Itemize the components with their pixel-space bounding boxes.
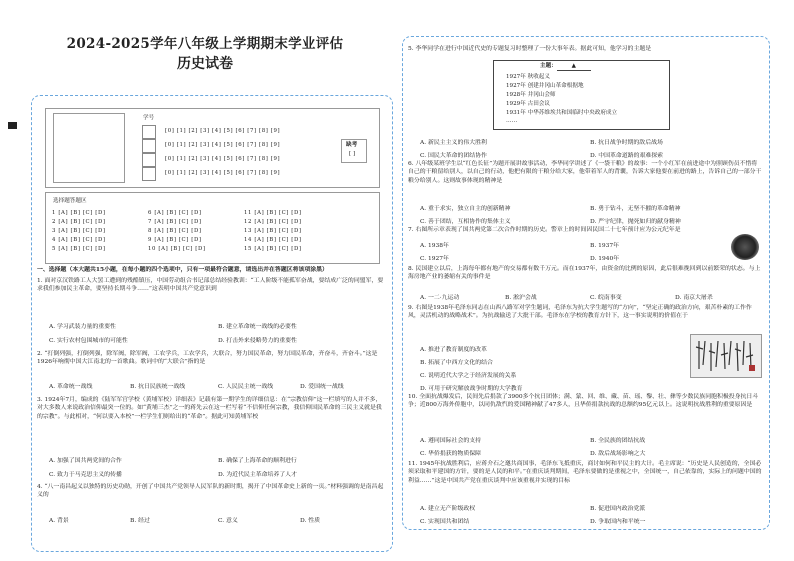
q6-option-a[interactable]: A. 重于求实，独立自主的创新精神 — [420, 206, 511, 212]
question-9-stem: 9. 右图是1938年毛泽东同志在山西八路军对学生题词，毛泽东为抗大学生题写的“方向”，“坚定正确的政治方向，艰苦朴素的工作作风，灵活机动的战略战术”。为抗战输送了大批干部。毛泽东在学校的教育方针下，这一事实说明的价值在于 — [408, 305, 752, 320]
mc-answer-label: 选择题答题区 — [53, 198, 87, 204]
q3-option-b[interactable]: B. 确保了上海革命的顺利进行 — [218, 458, 297, 464]
q10-option-a[interactable]: A. 遵同国际社会的支持 — [420, 438, 482, 444]
absence-box — [341, 139, 367, 163]
q7-option-c[interactable]: C. 1927年 — [420, 256, 449, 262]
mc-group[interactable]: 8 [A] [B] [C] [D] — [148, 228, 202, 234]
timeline-event: 1929年 古田会议 — [506, 101, 550, 107]
q5-option-a[interactable]: A. 新民主主义的伟大胜利 — [420, 140, 487, 146]
q9-option-b[interactable]: B. 拓展了中西方文化的结合 — [420, 360, 493, 366]
q8-option-a[interactable]: A. 一二·九运动 — [420, 295, 460, 301]
id-bubble-row[interactable]: [0] [1] [2] [3] [4] [5] [6] [7] [8] [9] — [165, 170, 281, 176]
mc-row[interactable] — [244, 237, 302, 243]
id-cell[interactable] — [142, 125, 156, 139]
question-4-stem: 4. “八一南昌起义以独特的历史功勋，开创了中国共产党领导人民军队的新时期，揭开了中国革命史上新的一页。”材料强调的是南昌起义的 — [37, 484, 384, 499]
mc-row[interactable] — [148, 219, 202, 225]
badge-image — [731, 234, 759, 260]
q4-option-c[interactable]: C. 意义 — [218, 518, 238, 524]
mc-row[interactable] — [148, 237, 202, 243]
q2-option-a[interactable]: A. 革命统一战线 — [49, 384, 93, 390]
id-bubble-row[interactable]: [0] [1] [2] [3] [4] [5] [6] [7] [8] [9] — [165, 142, 281, 148]
q4-option-b[interactable]: B. 经过 — [130, 518, 150, 524]
timeline-topic — [540, 64, 591, 71]
q2-option-b[interactable]: B. 抗日民族统一战线 — [130, 384, 186, 390]
mc-group[interactable]: 14 [A] [B] [C] [D] — [244, 237, 302, 243]
question-5-stem: 5. 李华同学在进行中国近代史的专题复习时整理了一份大事年表。据此可知，他学习的主题是 — [408, 46, 652, 52]
question-6-stem: 6. 八年级某班学生以“红色长征”为题开展讲故事活动，李华同学讲述了《一袋干粮》的故事：一个小红军在前进途中为照顾伤员不惜将自己的干粮留给别人，以自己的行动，他把有限的干粮分给大家，他带着军人的背囊，告诉大家他要在前进的路上，告诉自己的一部分干粮分给别人。这则故事体现的精神是 — [408, 161, 762, 184]
exam-title: 2024-2025学年八年级上学期期末学业评估 — [66, 36, 344, 52]
absence-label: 缺考 — [346, 142, 358, 148]
q4-option-a[interactable]: A. 背景 — [49, 518, 69, 524]
question-2-stem: 2. “打倒列强，打倒列强，除军阀，除军阀，工农学兵，工农学兵，大联合，努力国民革命，努力国民革命，齐奋斗，齐奋斗。”这是1926年响彻中国大江南北的一首歌曲。歌词中的“大联合”指的是 — [37, 351, 378, 366]
timeline-more: …… — [506, 118, 518, 124]
section-heading: 一、选择题（本大题共15小题，在每小题的四个选项中，只有一项最符合题意，请选出并在答题区将该项涂黑） — [37, 266, 328, 273]
mc-row[interactable] — [52, 228, 106, 234]
q10-option-d[interactable]: D. 敌后战场影响之大 — [590, 451, 646, 457]
id-bubble-row[interactable]: [0] [1] [2] [3] [4] [5] [6] [7] [8] [9] — [165, 128, 281, 134]
q1-option-b[interactable]: B. 建立革命统一战线的必要性 — [218, 324, 297, 330]
timeline-event: 1928年 井冈山会师 — [506, 92, 556, 98]
mc-group[interactable]: 10 [A] [B] [C] [D] — [148, 246, 206, 252]
mc-group[interactable]: 7 [A] [B] [C] [D] — [148, 219, 202, 225]
q11-option-b[interactable]: B. 促进国内政治党派 — [590, 506, 646, 512]
q1-option-d[interactable]: D. 打击外来侵略势力的重要性 — [218, 338, 297, 344]
mc-row[interactable] — [244, 228, 302, 234]
id-bubble-row[interactable]: [0] [1] [2] [3] [4] [5] [6] [7] [8] [9] — [165, 156, 281, 162]
mc-group[interactable]: 12 [A] [B] [C] [D] — [244, 219, 302, 225]
question-1-stem: 1. 面对京汉铁路工人大罢工遭到的残酷镇压，中国劳动组合书记部总结经验教训：“工人阶级不能孤军奋战，要结成广泛的同盟军，要求我们参加民主革命，要坚持长期斗争……”这表明中国共产党意识到 — [37, 278, 384, 293]
q6-option-d[interactable]: D. 严守纪律，抛死如归的献身精神 — [590, 219, 681, 225]
q9-option-c[interactable]: C. 说明近代大学之于经济发展的关系 — [420, 373, 517, 379]
mc-group[interactable]: 13 [A] [B] [C] [D] — [244, 228, 302, 234]
q9-option-d[interactable]: D. 可用于研究解放战争时期的大学教育 — [420, 386, 523, 392]
mc-row[interactable] — [52, 246, 106, 252]
timeline-box — [493, 60, 670, 130]
q8-option-c[interactable]: C. 皖南事变 — [590, 295, 622, 301]
mc-group[interactable]: 6 [A] [B] [C] [D] — [148, 210, 202, 216]
mc-row[interactable] — [52, 210, 106, 216]
q4-option-d[interactable]: D. 性质 — [300, 518, 321, 524]
question-8-stem: 8. 民国建立以后，上海每年都有地产的交易都有数千万元。而在1937年，由资金的比例的原因，此后很难挽回到以前繁荣的状态。与上海房地产业的萎缩有关的事件是 — [408, 266, 761, 281]
q6-option-b[interactable]: B. 勇于钻斗，无坚不摧的革命精神 — [590, 206, 681, 212]
binding-marker — [8, 122, 17, 129]
question-10-stem: 10. 全面抗战爆发后，民间先后捐款了3900多个抗日团体；满、蒙、回、维、藏、苗、瑶、黎、壮、彝等少数民族同胞积极投身抗日斗争；近800万海外侨胞中，以同仇敌忾的爱国精神献了47多人，且华侨捐款抗战的总额约95亿元以上。这说明抗战胜利的重要原因是 — [408, 394, 759, 409]
calligraphy-strokes — [691, 335, 761, 377]
q5-option-d[interactable]: D. 中国革命道路的艰难探索 — [590, 153, 664, 159]
q10-option-b[interactable]: B. 全民族的团结抗战 — [590, 438, 646, 444]
mc-group[interactable]: 15 [A] [B] [C] [D] — [244, 246, 302, 252]
question-7-stem: 7. 右图所示章表现了国共两党第二次合作时期的历史。警章上的时间因民国二十七年预计应为公元纪年是 — [408, 227, 681, 233]
q9-option-a[interactable]: A. 推进了教育制度的改革 — [420, 347, 487, 353]
q1-option-c[interactable]: C. 实行农村包围城市的可能性 — [49, 338, 128, 344]
mc-row[interactable] — [244, 219, 302, 225]
q11-option-d[interactable]: D. 争取国内和平统一 — [590, 519, 646, 525]
mc-group[interactable]: 4 [A] [B] [C] [D] — [52, 237, 106, 243]
q7-option-a[interactable]: A. 1938年 — [420, 243, 449, 249]
timeline-event: 1927年 秋收起义 — [506, 74, 550, 80]
mc-row[interactable] — [52, 219, 106, 225]
question-3-stem: 3. 1924年7月，编成的《陆军军官学校（黄埔军校）详细表》记载有第一期学生的详细信息：在“宗教信仰”这一栏填写的人并不多，对大多数人来说政治信仰最突一位的。如“黄埔三杰”之一的蒋先云在这一栏写着“不信仰任何宗教，我信仰国民革命的三民主义就是我的宗教”。与此相对，“何以要入本校”一栏学生们则给出的“革命”。据此可知黄埔军校 — [37, 397, 382, 420]
mc-row[interactable] — [52, 237, 106, 243]
mc-row[interactable] — [244, 210, 302, 216]
q7-option-d[interactable]: D. 1940年 — [590, 256, 620, 262]
q3-option-d[interactable]: D. 为近代民主革命培养了人才 — [218, 472, 297, 478]
mc-group[interactable]: 9 [A] [B] [C] [D] — [148, 237, 202, 243]
q8-option-b[interactable]: B. 淞沪会战 — [505, 295, 537, 301]
topic-blank: ▲ — [557, 64, 591, 71]
calligraphy-image — [690, 334, 762, 378]
mc-group[interactable]: 3 [A] [B] [C] [D] — [52, 228, 106, 234]
exam-number-box — [53, 113, 125, 183]
q6-option-c[interactable]: C. 善于团结，互相协作的集体主义 — [420, 219, 511, 225]
mc-row[interactable] — [148, 210, 202, 216]
q3-option-a[interactable]: A. 加强了国共两党间的合作 — [49, 458, 122, 464]
question-11-stem: 11. 1945年抗战胜利后，应蒋介石之邀共商国事，毛泽东飞抵重庆，商讨如何和平民主的大计。毛主席说：“历史是人民创造的，全国必须采取和平建国的方针，要的是人民的和平。”在重庆谈判期间，毛泽东要做的是重视之中，全国统一，自己依靠的，实际上的问题中国的利益……”这是中国共产党在重庆谈判中应该重视并实现的目标 — [408, 461, 762, 484]
topic-label: 主题： — [540, 63, 557, 69]
q5-option-c[interactable]: C. 国民大革命的团结协作 — [420, 153, 487, 159]
id-cell[interactable] — [142, 167, 156, 181]
q1-option-a[interactable]: A. 学习武装力量的重要性 — [49, 324, 116, 330]
mc-group[interactable]: 11 [A] [B] [C] [D] — [244, 210, 302, 216]
student-id-label: 学号 — [143, 115, 155, 121]
id-cell[interactable] — [142, 153, 156, 167]
q10-option-c[interactable]: C. 华侨捐获的物质保障 — [420, 451, 482, 457]
q5-option-b[interactable]: B. 抗日战争时期的敌后战场 — [590, 140, 663, 146]
mc-row[interactable] — [148, 228, 202, 234]
q8-option-d[interactable]: D. 南京大屠杀 — [675, 295, 713, 301]
q2-option-c[interactable]: C. 人民民主统一战线 — [218, 384, 274, 390]
q7-option-b[interactable]: B. 1937年 — [590, 243, 619, 249]
id-cell[interactable] — [142, 139, 156, 153]
q3-option-c[interactable]: C. 致力于马克思主义的传播 — [49, 472, 122, 478]
timeline-event: 1931年 中华苏维埃共和国临时中央政府成立 — [506, 110, 618, 116]
mc-group[interactable]: 5 [A] [B] [C] [D] — [52, 246, 106, 252]
mc-group[interactable]: 1 [A] [B] [C] [D] — [52, 210, 106, 216]
mc-group[interactable]: 2 [A] [B] [C] [D] — [52, 219, 106, 225]
absence-checkbox[interactable]: [ ] — [349, 151, 356, 157]
exam-subtitle: 历史试卷 — [177, 56, 233, 72]
mc-row[interactable] — [148, 246, 206, 252]
timeline-event: 1927年 创建井冈山革命根据地 — [506, 83, 584, 89]
q11-option-c[interactable]: C. 实现国共和团结 — [420, 519, 470, 525]
q11-option-a[interactable]: A. 建立无产阶级政权 — [420, 506, 476, 512]
q2-option-d[interactable]: D. 爱国统一战线 — [300, 384, 344, 390]
mc-row[interactable] — [244, 246, 302, 252]
